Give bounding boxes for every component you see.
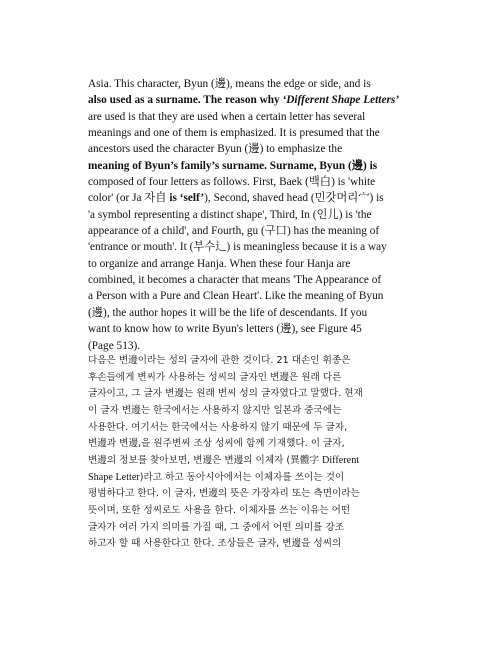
text-line: 평범하다고 한다. 이 글자, 변邊의 뜻은 가장자리 또는 측면이라는	[88, 488, 360, 500]
english-paragraph	[88, 76, 414, 354]
text-line: ancestors used the character Byun (邊) to emphasize the	[88, 143, 343, 156]
text-segment: ), Second, shaved head (민갓머리宀) is	[204, 192, 384, 205]
text-segment: )라고 하고 동아시아에서는 이체자를 쓰이는 것이	[139, 471, 345, 483]
text-segment: color' (or Ja 자自	[88, 192, 170, 205]
text-segment: Shape Letter	[88, 471, 140, 483]
text-line: 사용한다. 여기서는 한국에서는 사용하지 않기 때문에 두 글자,	[88, 421, 348, 433]
text-line: combined, it becomes a character that means 'The Appearance of	[88, 274, 382, 287]
text-line: 글자이고, 그 글자 변邊는 원래 변씨 성의 글자였다고 말했다. 현재	[88, 388, 363, 400]
bold-text: also used as a surname. The reason why	[88, 94, 283, 107]
text-line: 글자가 여러 가지 의미를 가질 때, 그 중에서 어떤 의미를 강조	[88, 521, 344, 533]
text-line: a Person with a Pure and Clean Heart'. Like the meaning of Byun	[88, 290, 384, 303]
text-line: meaning of Byun’s family’s surname. Surname, Byun (邊) is	[88, 159, 378, 172]
italic-text: ‘Different Shape Letters’	[282, 94, 400, 107]
text-line: 'entrance or mouth'. It (부수辶) is meaningless because it is a way	[88, 241, 387, 254]
text-line	[88, 470, 418, 487]
text-line	[88, 453, 418, 470]
text-line	[88, 190, 414, 206]
bold-text: is ‘self’	[169, 192, 205, 205]
text-line: (Page 513).	[88, 339, 141, 352]
text-line	[88, 92, 414, 108]
text-line: 이 글자 변邊는 한국에서는 사용하지 않지만 일본과 중국에는	[88, 404, 342, 416]
text-line: composed of four letters as follows. First, Baek (백白) is 'white	[88, 176, 376, 189]
text-line: meanings and one of them is emphasized. It is presumed that the	[88, 127, 380, 140]
text-line: appearance of a child', and Fourth, gu (구口) has the meaning of	[88, 225, 380, 238]
text-line: 'a symbol representing a distinct shape', Third, In (인儿) is 'the	[88, 208, 372, 221]
text-segment: Different	[321, 454, 360, 466]
text-line: are used is that they are used when a certain letter has several	[88, 110, 366, 123]
text-line: 후손들에게 변씨가 사용하는 성씨의 글자인 변邊은 원래 다른	[88, 371, 342, 383]
text-line: to organize and arrange Hanja. When these four Hanja are	[88, 257, 351, 270]
text-segment: 변邊의 정보를 찾아보면, 변邊은 변邊의 이체자 (異體字	[88, 454, 322, 466]
text-line: 뜻이며, 또한 성씨로도 사용을 한다. 이체자를 쓰는 이유는 어떤	[88, 504, 351, 516]
korean-paragraph	[88, 353, 418, 553]
text-line: want to know how to write Byun's letters (邊), see Figure 45	[88, 323, 362, 336]
text-line: 변邊과 변邊,을 원주변씨 조상 성씨에 함께 기재했다. 이 글자,	[88, 438, 345, 450]
text-line: (邊), the author hopes it will be the life of descendants. If you	[88, 306, 368, 319]
text-line: 하고자 할 때 사용한다고 한다. 조상들은 글자, 변邊을 성씨의	[88, 538, 342, 550]
text-line: Asia. This character, Byun (邊), means the edge or side, and is	[88, 78, 371, 90]
text-line: 다음은 변邊이라는 성의 글자에 관한 것이다. 21 대손인 휘종은	[88, 355, 351, 366]
